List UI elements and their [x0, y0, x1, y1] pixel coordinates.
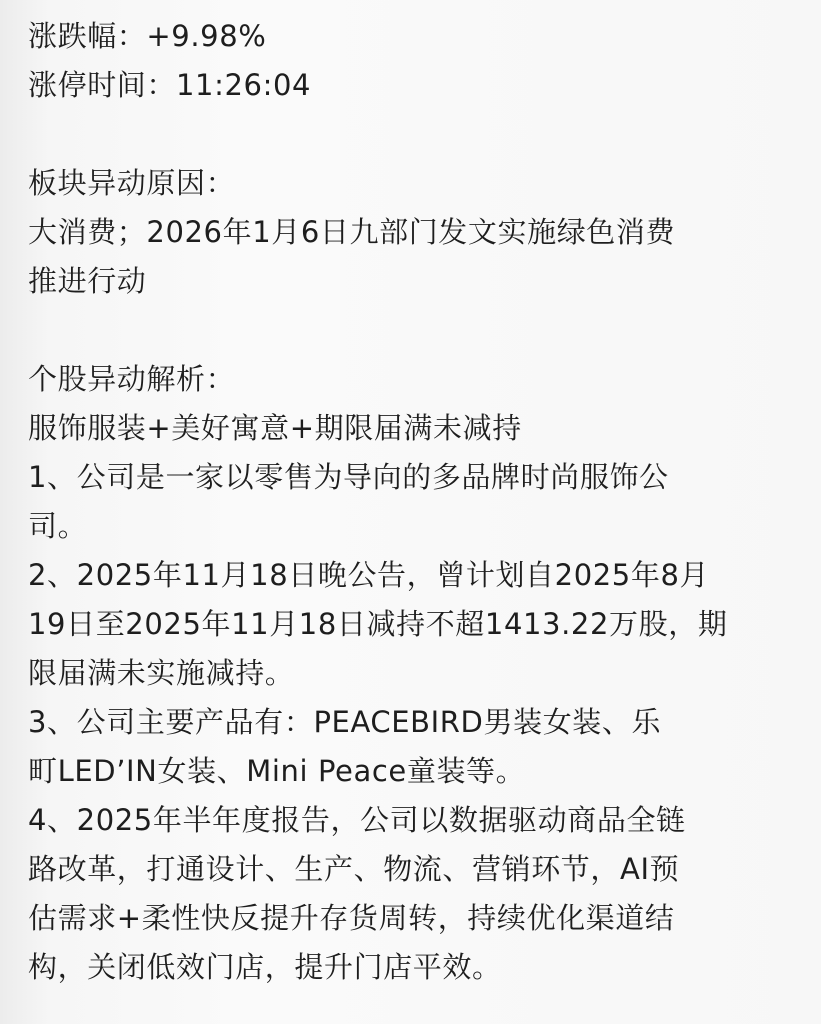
- point-4-line: 4、2025年半年度报告，公司以数据驱动商品全链: [28, 803, 686, 837]
- point-4-line: 估需求+柔性快反提升存货周转，持续优化渠道结: [28, 901, 675, 935]
- point-1-line: 1、公司是一家以零售为导向的多品牌时尚服饰公: [28, 460, 669, 494]
- sector-reason-line: 推进行动: [28, 264, 147, 298]
- sector-reason-line: 大消费；2026年1月6日九部门发文实施绿色消费: [28, 215, 676, 249]
- limit-up-time: 涨停时间：11:26:04: [28, 68, 312, 102]
- point-4-line: 构，关闭低效门店，提升门店平效。: [28, 950, 502, 984]
- point-2-line: 2、2025年11月18日晚公告，曾计划自2025年8月: [28, 558, 710, 592]
- point-4-line: 路改革，打通设计、生产、物流、营销环节，AI预: [28, 852, 680, 886]
- stock-tags: 服饰服装+美好寓意+期限届满未减持: [28, 411, 522, 445]
- point-1-line: 司。: [28, 509, 88, 543]
- stock-analysis-title: 个股异动解析：: [28, 362, 236, 396]
- point-2-line: 限届满未实施减持。: [28, 656, 295, 690]
- document-body: [28, 12, 798, 992]
- spacer: [28, 306, 798, 355]
- spacer: [28, 110, 798, 159]
- point-3-line: 3、公司主要产品有：PEACEBIRD男装女装、乐: [28, 705, 662, 739]
- point-2-line: 19日至2025年11月18日减持不超1413.22万股，期: [28, 607, 728, 641]
- change-percent: 涨跌幅：+9.98%: [28, 19, 267, 53]
- point-3-line: 町LED’IN女装、Mini Peace童装等。: [28, 754, 526, 788]
- sector-reason-title: 板块异动原因：: [28, 166, 236, 200]
